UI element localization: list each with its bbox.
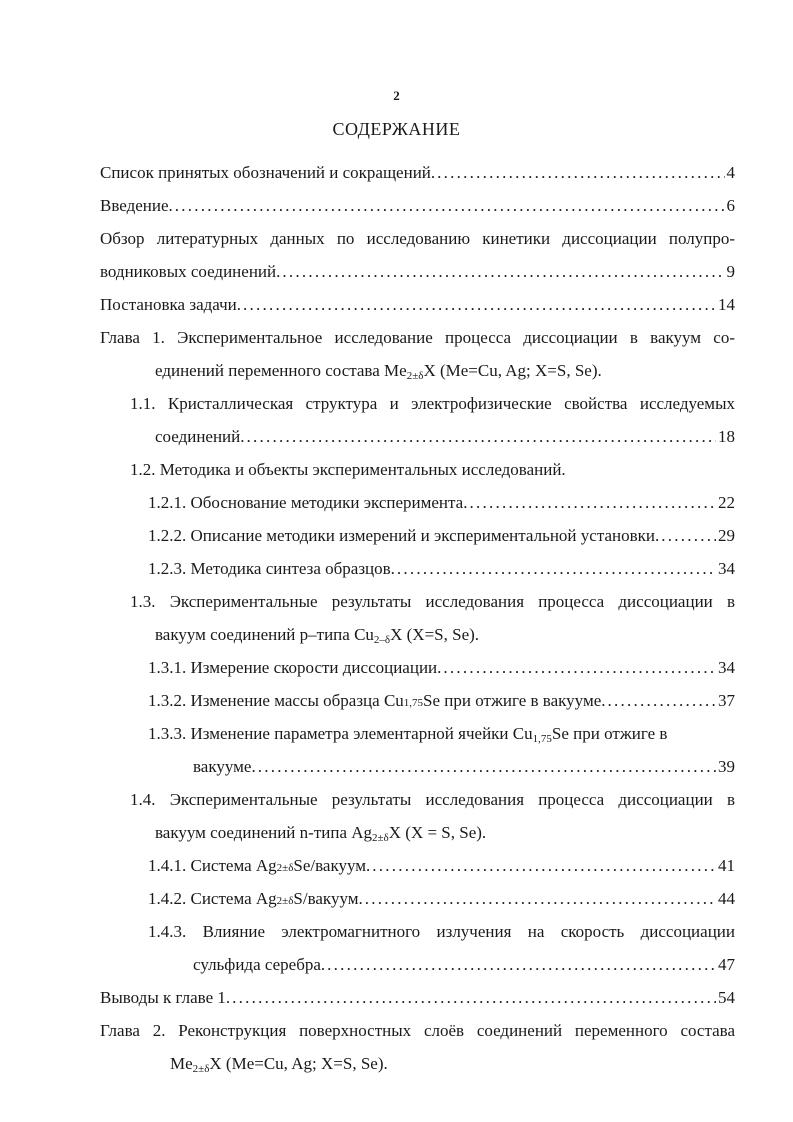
- toc-page-number: 54: [718, 988, 735, 1007]
- leader-dots: [661, 526, 716, 546]
- page-title: СОДЕРЖАНИЕ: [332, 119, 461, 139]
- toc-page-number: 4: [726, 163, 735, 182]
- toc-page-number: 34: [718, 559, 735, 578]
- leader-dots: [469, 493, 716, 513]
- toc-subsection-line1[interactable]: 1.3.3. Изменение параметра элементарной ячейки $Cu_{1,75}Se$ при отжиге в: [148, 724, 668, 745]
- toc-page-number: 47: [718, 955, 735, 974]
- toc-section-line2[interactable]: соединений. . . . 18: [155, 427, 735, 447]
- toc-page-number: 9: [726, 262, 735, 281]
- toc-subsection[interactable]: 1.2.2. Описание методики измерений и экспериментальной установки. . . . 29: [148, 526, 735, 546]
- toc-entry[interactable]: Выводы к главе 1. . . . 54: [100, 988, 735, 1008]
- leader-dots: [608, 691, 717, 711]
- leader-dots: [327, 955, 716, 975]
- leader-dots: [443, 658, 716, 678]
- toc-subsection[interactable]: 1.3.2. Изменение массы образца Cu 1,75 Se при отжиге в вакууме. . . . 37: [148, 691, 735, 713]
- toc-page-number: 37: [718, 691, 735, 710]
- toc-entry-line1[interactable]: Обзор литературных данных по исследованию кинетики диссоциации полупро-: [100, 229, 735, 248]
- toc-entry[interactable]: Введение. . . . 6: [100, 196, 735, 216]
- leader-dots: [175, 196, 725, 216]
- leader-dots: [258, 757, 716, 777]
- toc-page-number: 22: [718, 493, 735, 512]
- toc-section-line1[interactable]: 1.3. Экспериментальные результаты исследования процесса диссоциации в: [130, 592, 735, 611]
- toc-page-number: 39: [718, 757, 735, 776]
- page-number: 2: [393, 88, 400, 103]
- leader-dots: [365, 889, 716, 909]
- toc-page-number: 44: [718, 889, 735, 908]
- leader-dots: [282, 262, 724, 282]
- toc-subsection[interactable]: 1.2.3. Методика синтеза образцов. . . . 34: [148, 559, 735, 579]
- toc-page-number: 29: [718, 526, 735, 545]
- toc-section-line1[interactable]: 1.4. Экспериментальные результаты исследования процесса диссоциации в: [130, 790, 735, 809]
- toc-page-number: 41: [718, 856, 735, 875]
- toc-page-number: 34: [718, 658, 735, 677]
- toc-section-line2[interactable]: вакуум соединений n-типа $Ag_{2\pm\delta}X$ (X = S, Se).: [155, 823, 487, 844]
- toc-subsection-line1[interactable]: 1.4.3. Влияние электромагнитного излучения на скорость диссоциации: [148, 922, 735, 941]
- toc-entry[interactable]: Постановка задачи. . . . 14: [100, 295, 735, 315]
- toc-subsection-line2[interactable]: сульфида серебра. . . . 47: [193, 955, 735, 975]
- toc-subsection-line2[interactable]: вакууме. . . . 39: [193, 757, 735, 777]
- leader-dots: [372, 856, 716, 876]
- leader-dots: [243, 295, 716, 315]
- toc-section[interactable]: 1.2. Методика и объекты экспериментальных исследований.: [130, 460, 566, 479]
- toc-entry-line2[interactable]: водниковых соединений. . . . 9: [100, 262, 735, 282]
- toc-subsection[interactable]: 1.2.1. Обоснование методики эксперимента. . . . 22: [148, 493, 735, 513]
- toc-subsection[interactable]: 1.3.1. Измерение скорости диссоциации. . . . 34: [148, 658, 735, 678]
- toc-page-number: 6: [726, 196, 735, 215]
- leader-dots: [232, 988, 716, 1008]
- toc-chapter-heading-line1[interactable]: Глава 1. Экспериментальное исследование процесса диссоциации в вакуум со-: [100, 328, 735, 347]
- toc-section-line1[interactable]: 1.1. Кристаллическая структура и электрофизические свойства исследуемых: [130, 394, 735, 413]
- toc-chapter-heading-line2[interactable]: $Me_{2\pm\delta}X$ (Me=Cu, Ag; X=S, Se).: [170, 1054, 388, 1075]
- toc-chapter-heading-line1[interactable]: Глава 2. Реконструкция поверхностных слоёв соединений переменного состава: [100, 1021, 735, 1040]
- toc-section-line2[interactable]: вакуум соединений p–типа $Cu_{2-\delta}X$ (X=S, Se).: [155, 625, 480, 646]
- toc-subsection[interactable]: 1.4.2. Система Ag 2±δ S/вакуум. . . . 44: [148, 889, 735, 911]
- leader-dots: [437, 163, 724, 183]
- toc-entry[interactable]: Список принятых обозначений и сокращений. . . . 4: [100, 163, 735, 183]
- toc-page-number: 18: [718, 427, 735, 446]
- leader-dots: [247, 427, 716, 447]
- toc-chapter-heading-line2[interactable]: единений переменного состава $Me_{2\pm\delta}X$ (Me=Cu, Ag; X=S, Se).: [155, 361, 602, 382]
- toc-page-number: 14: [718, 295, 735, 314]
- leader-dots: [397, 559, 716, 579]
- toc-subsection[interactable]: 1.4.1. Система Ag 2±δ Se/вакуум. . . . 41: [148, 856, 735, 878]
